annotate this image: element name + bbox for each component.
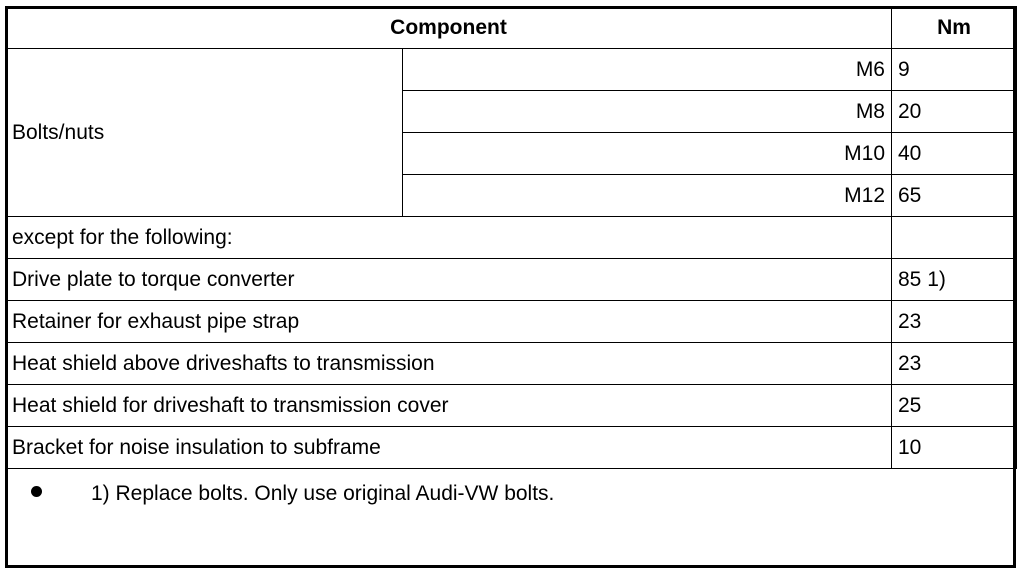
table-row [6, 259, 1017, 301]
table-row [6, 343, 1017, 385]
component-label: Heat shield above driveshafts to transmission [6, 343, 892, 385]
footnote-text: 1) Replace bolts. Only use original Audi-VW bolts. [91, 482, 555, 505]
torque-value: 20 [892, 91, 1017, 133]
component-label: Retainer for exhaust pipe strap [6, 301, 892, 343]
component-label: except for the following: [6, 217, 892, 259]
header-row [6, 7, 1017, 49]
table-row [6, 49, 1017, 91]
component-label: Bracket for noise insulation to subframe [6, 427, 892, 469]
torque-value: 85 1) [892, 259, 1017, 301]
bolt-size: M12 [403, 175, 892, 217]
table-row [6, 217, 1017, 259]
torque-value: 23 [892, 301, 1017, 343]
header-nm: Nm [892, 7, 1017, 49]
table-row [6, 301, 1017, 343]
table-row [6, 427, 1017, 469]
table-row [6, 385, 1017, 427]
bullet-icon [31, 486, 42, 497]
component-label: Heat shield for driveshaft to transmission cover [6, 385, 892, 427]
footnote [8, 473, 1013, 565]
bolt-group-label: Bolts/nuts [6, 49, 403, 217]
torque-value: 10 [892, 427, 1017, 469]
bolt-size: M8 [403, 91, 892, 133]
torque-value [892, 217, 1017, 259]
torque-table [5, 6, 1017, 469]
torque-value: 9 [892, 49, 1017, 91]
bolt-size: M10 [403, 133, 892, 175]
torque-value: 65 [892, 175, 1017, 217]
torque-value: 40 [892, 133, 1017, 175]
torque-value: 23 [892, 343, 1017, 385]
bolt-size: M6 [403, 49, 892, 91]
torque-value: 25 [892, 385, 1017, 427]
header-component: Component [6, 7, 892, 49]
component-label: Drive plate to torque converter [6, 259, 892, 301]
